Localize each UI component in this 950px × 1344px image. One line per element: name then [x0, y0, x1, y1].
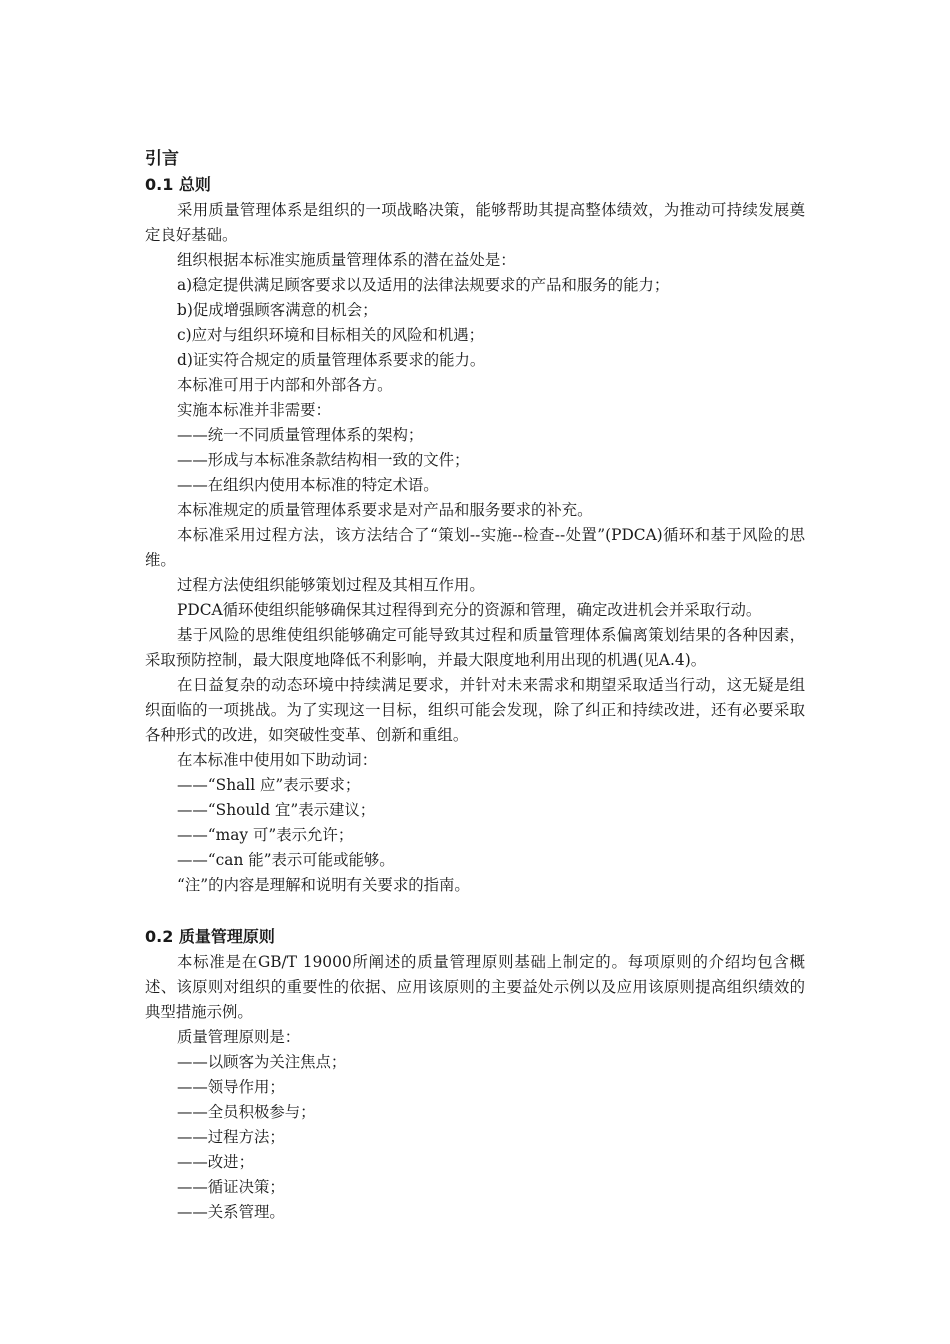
paragraph: 实施本标准并非需要：: [177, 401, 331, 419]
paragraph: 质量管理原则是：: [177, 1028, 301, 1046]
paragraph: 本标准可用于内部和外部各方。: [177, 376, 393, 394]
list-item: b)促成增强顾客满意的机会；: [177, 301, 378, 319]
list-item: ——“may 可”表示允许；: [177, 826, 354, 844]
paragraph: 在本标准中使用如下助动词：: [177, 751, 378, 769]
list-item: ——“Shall 应”表示要求；: [177, 776, 361, 794]
list-item: ——改进；: [177, 1153, 254, 1171]
list-item: d)证实符合规定的质量管理体系要求的能力。: [177, 351, 486, 369]
paragraph: 基于风险的思维使组织能够确定可能导致其过程和质量管理体系偏离策划结果的各种因素，采取预防控制，最大限度地降低不利影响，并最大限度地利用出现的机遇(见A.4)。: [145, 626, 805, 669]
section-0-1-body: [145, 198, 805, 898]
paragraph: 过程方法使组织能够策划过程及其相互作用。: [177, 576, 485, 594]
list-item: ——“can 能”表示可能或能够。: [177, 851, 395, 869]
list-item: c)应对与组织环境和目标相关的风险和机遇；: [177, 326, 485, 344]
list-item: ——形成与本标准条款结构相一致的文件；: [177, 451, 470, 469]
paragraph: 本标准采用过程方法，该方法结合了“策划--实施--检查--处置”(PDCA)循环和基于风险的思维。: [145, 526, 805, 569]
paragraph: “注”的内容是理解和说明有关要求的指南。: [177, 876, 470, 894]
list-item: ——在组织内使用本标准的特定术语。: [177, 476, 439, 494]
list-item: ——循证决策；: [177, 1178, 285, 1196]
list-item: ——全员积极参与；: [177, 1103, 316, 1121]
list-item: ——过程方法；: [177, 1128, 285, 1146]
intro-title: 引言: [145, 149, 179, 169]
list-item: ——统一不同质量管理体系的架构；: [177, 426, 424, 444]
paragraph: 在日益复杂的动态环境中持续满足要求，并针对未来需求和期望采取适当行动，这无疑是组织面临的一项挑战。为了实现这一目标，组织可能会发现，除了纠正和持续改进，还有必要采取各种形式的改进，如突破性变革、创新和重组。: [145, 676, 805, 744]
paragraph: 本标准是在GB/T 19000所阐述的质量管理原则基础上制定的。每项原则的介绍均包含概述、该原则对组织的重要性的依据、应用该原则的主要益处示例以及应用该原则提高组织绩效的典型措施示例。: [145, 953, 805, 1021]
paragraph: 组织根据本标准实施质量管理体系的潜在益处是：: [177, 251, 516, 269]
paragraph: 本标准规定的质量管理体系要求是对产品和服务要求的补充。: [177, 501, 593, 519]
paragraph: PDCA循环使组织能够确保其过程得到充分的资源和管理，确定改进机会并采取行动。: [177, 601, 762, 619]
list-item: ——以顾客为关注焦点；: [177, 1053, 347, 1071]
list-item: ——“Should 宜”表示建议；: [177, 801, 376, 819]
section-0-2-heading: 0.2 质量管理原则: [145, 927, 275, 946]
list-item: ——关系管理。: [177, 1203, 285, 1221]
section-0-1-heading: 0.1 总则: [145, 175, 211, 194]
section-0-2-body: [145, 950, 805, 1225]
document-page: [145, 146, 805, 1225]
list-item: ——领导作用；: [177, 1078, 285, 1096]
paragraph: 采用质量管理体系是组织的一项战略决策，能够帮助其提高整体绩效，为推动可持续发展奠定良好基础。: [145, 201, 805, 244]
list-item: a)稳定提供满足顾客要求以及适用的法律法规要求的产品和服务的能力；: [177, 276, 670, 294]
